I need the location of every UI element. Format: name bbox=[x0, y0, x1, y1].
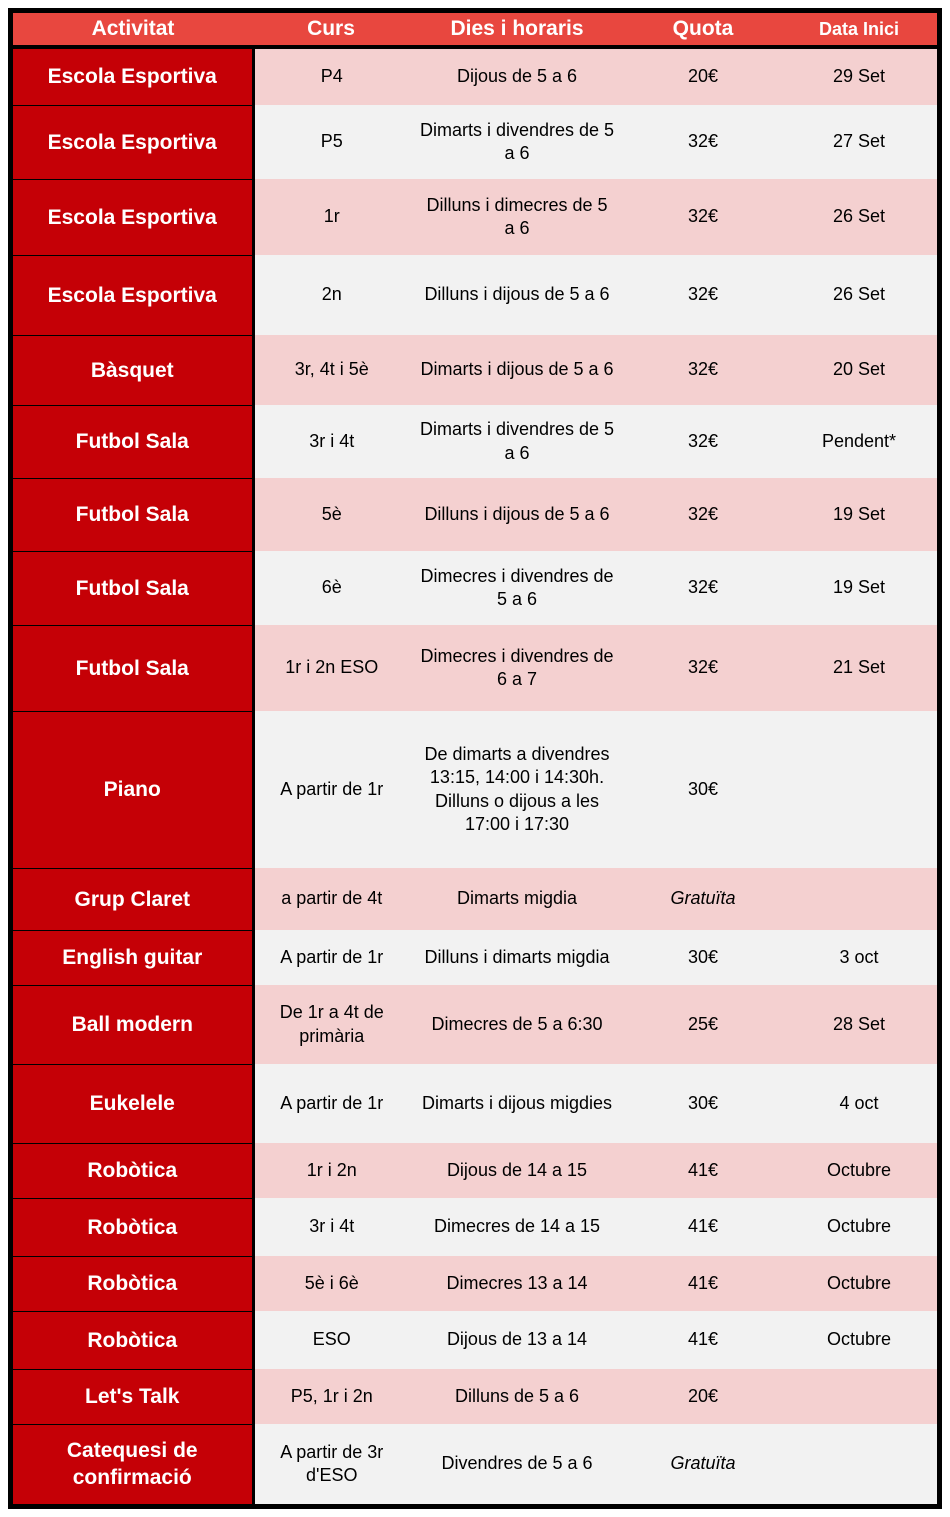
course-cell: A partir de 1r bbox=[253, 930, 409, 985]
schedule-cell: Dijous de 13 a 14 bbox=[409, 1311, 625, 1369]
table-row bbox=[13, 1064, 937, 1143]
start-date-cell bbox=[781, 868, 937, 930]
header-dies-horaris: Dies i horaris bbox=[409, 13, 625, 47]
start-date-cell: 28 Set bbox=[781, 985, 937, 1064]
course-cell: 3r i 4t bbox=[253, 1198, 409, 1256]
header-quota: Quota bbox=[625, 13, 781, 47]
schedule-cell: Dijous de 5 a 6 bbox=[409, 47, 625, 105]
table-row bbox=[13, 105, 937, 179]
start-date-cell: Octubre bbox=[781, 1143, 937, 1198]
activity-cell: Escola Esportiva bbox=[13, 179, 253, 255]
course-cell: P5 bbox=[253, 105, 409, 179]
header-data-inici: Data Inici bbox=[781, 13, 937, 47]
activity-cell: Futbol Sala bbox=[13, 405, 253, 478]
fee-cell: Gratuïta bbox=[625, 868, 781, 930]
schedule-cell: Dimarts migdia bbox=[409, 868, 625, 930]
fee-cell: 20€ bbox=[625, 47, 781, 105]
activity-cell: Robòtica bbox=[13, 1311, 253, 1369]
start-date-cell: 19 Set bbox=[781, 478, 937, 551]
schedule-cell: De dimarts a divendres 13:15, 14:00 i 14:30h. Dilluns o dijous a les 17:00 i 17:30 bbox=[409, 711, 625, 868]
header-curs: Curs bbox=[253, 13, 409, 47]
course-cell: P4 bbox=[253, 47, 409, 105]
course-cell: 2n bbox=[253, 255, 409, 335]
course-cell: A partir de 3r d'ESO bbox=[253, 1424, 409, 1504]
activity-cell: Robòtica bbox=[13, 1143, 253, 1198]
course-cell: A partir de 1r bbox=[253, 1064, 409, 1143]
start-date-cell bbox=[781, 1424, 937, 1504]
schedule-cell: Dimecres i divendres de 5 a 6 bbox=[409, 551, 625, 625]
schedule-cell: Dijous de 14 a 15 bbox=[409, 1143, 625, 1198]
activity-cell: Robòtica bbox=[13, 1198, 253, 1256]
table-row bbox=[13, 711, 937, 868]
activity-cell: Futbol Sala bbox=[13, 625, 253, 711]
fee-cell: 32€ bbox=[625, 255, 781, 335]
fee-cell: 30€ bbox=[625, 711, 781, 868]
activity-cell: Ball modern bbox=[13, 985, 253, 1064]
start-date-cell: 21 Set bbox=[781, 625, 937, 711]
activity-cell: Escola Esportiva bbox=[13, 255, 253, 335]
start-date-cell: 27 Set bbox=[781, 105, 937, 179]
table-header-row bbox=[13, 13, 937, 47]
table-frame bbox=[8, 8, 942, 1509]
start-date-cell: 29 Set bbox=[781, 47, 937, 105]
course-cell: 1r i 2n bbox=[253, 1143, 409, 1198]
table-row bbox=[13, 1311, 937, 1369]
activity-cell: Piano bbox=[13, 711, 253, 868]
activity-cell: Futbol Sala bbox=[13, 551, 253, 625]
start-date-cell: Octubre bbox=[781, 1311, 937, 1369]
start-date-cell: 4 oct bbox=[781, 1064, 937, 1143]
course-cell: 1r bbox=[253, 179, 409, 255]
fee-cell: 32€ bbox=[625, 405, 781, 478]
schedule-cell: Dilluns i dimarts migdia bbox=[409, 930, 625, 985]
table-row bbox=[13, 868, 937, 930]
fee-cell: 32€ bbox=[625, 335, 781, 405]
schedule-cell: Dilluns i dimecres de 5 a 6 bbox=[409, 179, 625, 255]
course-cell: ESO bbox=[253, 1311, 409, 1369]
course-cell: P5, 1r i 2n bbox=[253, 1369, 409, 1424]
fee-cell: 32€ bbox=[625, 551, 781, 625]
schedule-cell: Dimecres de 14 a 15 bbox=[409, 1198, 625, 1256]
schedule-cell: Dimecres i divendres de 6 a 7 bbox=[409, 625, 625, 711]
schedule-cell: Divendres de 5 a 6 bbox=[409, 1424, 625, 1504]
fee-cell: 41€ bbox=[625, 1143, 781, 1198]
fee-cell: 41€ bbox=[625, 1311, 781, 1369]
fee-cell: 41€ bbox=[625, 1198, 781, 1256]
start-date-cell: Pendent* bbox=[781, 405, 937, 478]
fee-cell: Gratuïta bbox=[625, 1424, 781, 1504]
course-cell: 3r i 4t bbox=[253, 405, 409, 478]
course-cell: 5è bbox=[253, 478, 409, 551]
start-date-cell: Octubre bbox=[781, 1256, 937, 1311]
course-cell: 3r, 4t i 5è bbox=[253, 335, 409, 405]
activity-cell: Escola Esportiva bbox=[13, 47, 253, 105]
fee-cell: 32€ bbox=[625, 179, 781, 255]
course-cell: 6è bbox=[253, 551, 409, 625]
activity-cell: Robòtica bbox=[13, 1256, 253, 1311]
activity-cell: Catequesi de confirmació bbox=[13, 1424, 253, 1504]
table-row bbox=[13, 179, 937, 255]
table-row bbox=[13, 478, 937, 551]
table-row bbox=[13, 625, 937, 711]
schedule-cell: Dimecres de 5 a 6:30 bbox=[409, 985, 625, 1064]
fee-cell: 41€ bbox=[625, 1256, 781, 1311]
fee-cell: 25€ bbox=[625, 985, 781, 1064]
table-row bbox=[13, 405, 937, 478]
header-activitat: Activitat bbox=[13, 13, 253, 47]
activity-cell: Futbol Sala bbox=[13, 478, 253, 551]
course-cell: a partir de 4t bbox=[253, 868, 409, 930]
start-date-cell: 19 Set bbox=[781, 551, 937, 625]
activity-cell: Grup Claret bbox=[13, 868, 253, 930]
start-date-cell bbox=[781, 1369, 937, 1424]
activities-table bbox=[13, 13, 937, 1505]
schedule-cell: Dimarts i divendres de 5 a 6 bbox=[409, 405, 625, 478]
activity-cell: Let's Talk bbox=[13, 1369, 253, 1424]
schedule-cell: Dilluns i dijous de 5 a 6 bbox=[409, 478, 625, 551]
table-row bbox=[13, 335, 937, 405]
table-row bbox=[13, 1198, 937, 1256]
table-body bbox=[13, 47, 937, 1504]
start-date-cell: 3 oct bbox=[781, 930, 937, 985]
schedule-cell: Dimarts i divendres de 5 a 6 bbox=[409, 105, 625, 179]
table-row bbox=[13, 47, 937, 105]
fee-cell: 30€ bbox=[625, 1064, 781, 1143]
activity-cell: Escola Esportiva bbox=[13, 105, 253, 179]
table-row bbox=[13, 1424, 937, 1504]
fee-cell: 32€ bbox=[625, 625, 781, 711]
activity-cell: Eukelele bbox=[13, 1064, 253, 1143]
activity-cell: Bàsquet bbox=[13, 335, 253, 405]
table-row bbox=[13, 985, 937, 1064]
start-date-cell bbox=[781, 711, 937, 868]
schedule-cell: Dilluns de 5 a 6 bbox=[409, 1369, 625, 1424]
table-row bbox=[13, 930, 937, 985]
course-cell: 5è i 6è bbox=[253, 1256, 409, 1311]
table-row bbox=[13, 551, 937, 625]
table-row bbox=[13, 1143, 937, 1198]
schedule-cell: Dimecres 13 a 14 bbox=[409, 1256, 625, 1311]
fee-cell: 30€ bbox=[625, 930, 781, 985]
start-date-cell: 26 Set bbox=[781, 255, 937, 335]
start-date-cell: Octubre bbox=[781, 1198, 937, 1256]
schedule-cell: Dimarts i dijous de 5 a 6 bbox=[409, 335, 625, 405]
course-cell: 1r i 2n ESO bbox=[253, 625, 409, 711]
fee-cell: 20€ bbox=[625, 1369, 781, 1424]
table-row bbox=[13, 1369, 937, 1424]
course-cell: De 1r a 4t de primària bbox=[253, 985, 409, 1064]
table-row bbox=[13, 255, 937, 335]
course-cell: A partir de 1r bbox=[253, 711, 409, 868]
schedule-cell: Dilluns i dijous de 5 a 6 bbox=[409, 255, 625, 335]
fee-cell: 32€ bbox=[625, 478, 781, 551]
schedule-cell: Dimarts i dijous migdies bbox=[409, 1064, 625, 1143]
fee-cell: 32€ bbox=[625, 105, 781, 179]
start-date-cell: 26 Set bbox=[781, 179, 937, 255]
table-row bbox=[13, 1256, 937, 1311]
activity-cell: English guitar bbox=[13, 930, 253, 985]
start-date-cell: 20 Set bbox=[781, 335, 937, 405]
